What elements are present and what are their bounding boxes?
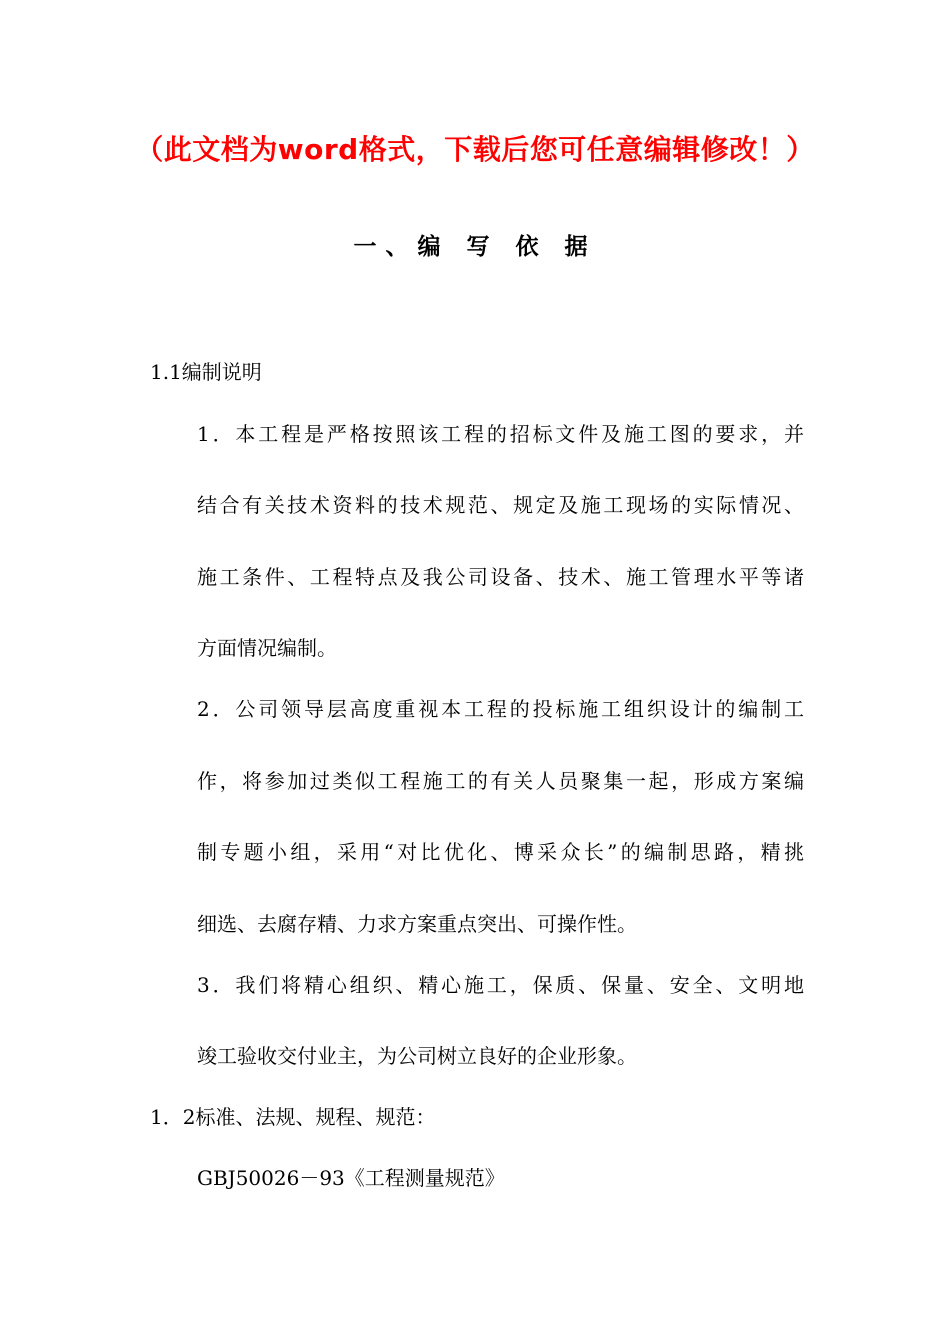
paragraph-line: 2．公司领导层高度重视本工程的投标施工组织设计的编制工 xyxy=(197,697,804,721)
paragraph-line: 施工条件、工程特点及我公司设备、技术、施工管理水平等诸 xyxy=(197,565,804,589)
paragraph-line: 竣工验收交付业主，为公司树立良好的企业形象。 xyxy=(197,1044,637,1068)
paragraph-line: 方面情况编制。 xyxy=(197,636,337,660)
chapter-heading: 一、编 写 依 据 xyxy=(353,234,597,260)
paragraph-line: 制专题小组，采用“对比优化、博采众长”的编制思路，精挑 xyxy=(197,840,804,864)
standard-item: GBJ50026－93《工程测量规范》 xyxy=(197,1166,505,1190)
format-notice: （此文档为word格式，下载后您可任意编辑修改！） xyxy=(135,133,815,166)
paragraph-line: 3．我们将精心组织、精心施工，保质、保量、安全、文明地 xyxy=(197,973,804,997)
paragraph-line: 作，将参加过类似工程施工的有关人员聚集一起，形成方案编 xyxy=(197,769,804,793)
section-title-1-1: 1.1编制说明 xyxy=(150,360,262,384)
paragraph-line: 细选、去腐存精、力求方案重点突出、可操作性。 xyxy=(197,912,637,936)
paragraph-line: 1．本工程是严格按照该工程的招标文件及施工图的要求，并 xyxy=(197,422,804,446)
paragraph-line: 结合有关技术资料的技术规范、规定及施工现场的实际情况、 xyxy=(197,493,804,517)
section-title-1-2: 1．2标准、法规、规程、规范： xyxy=(150,1105,436,1129)
